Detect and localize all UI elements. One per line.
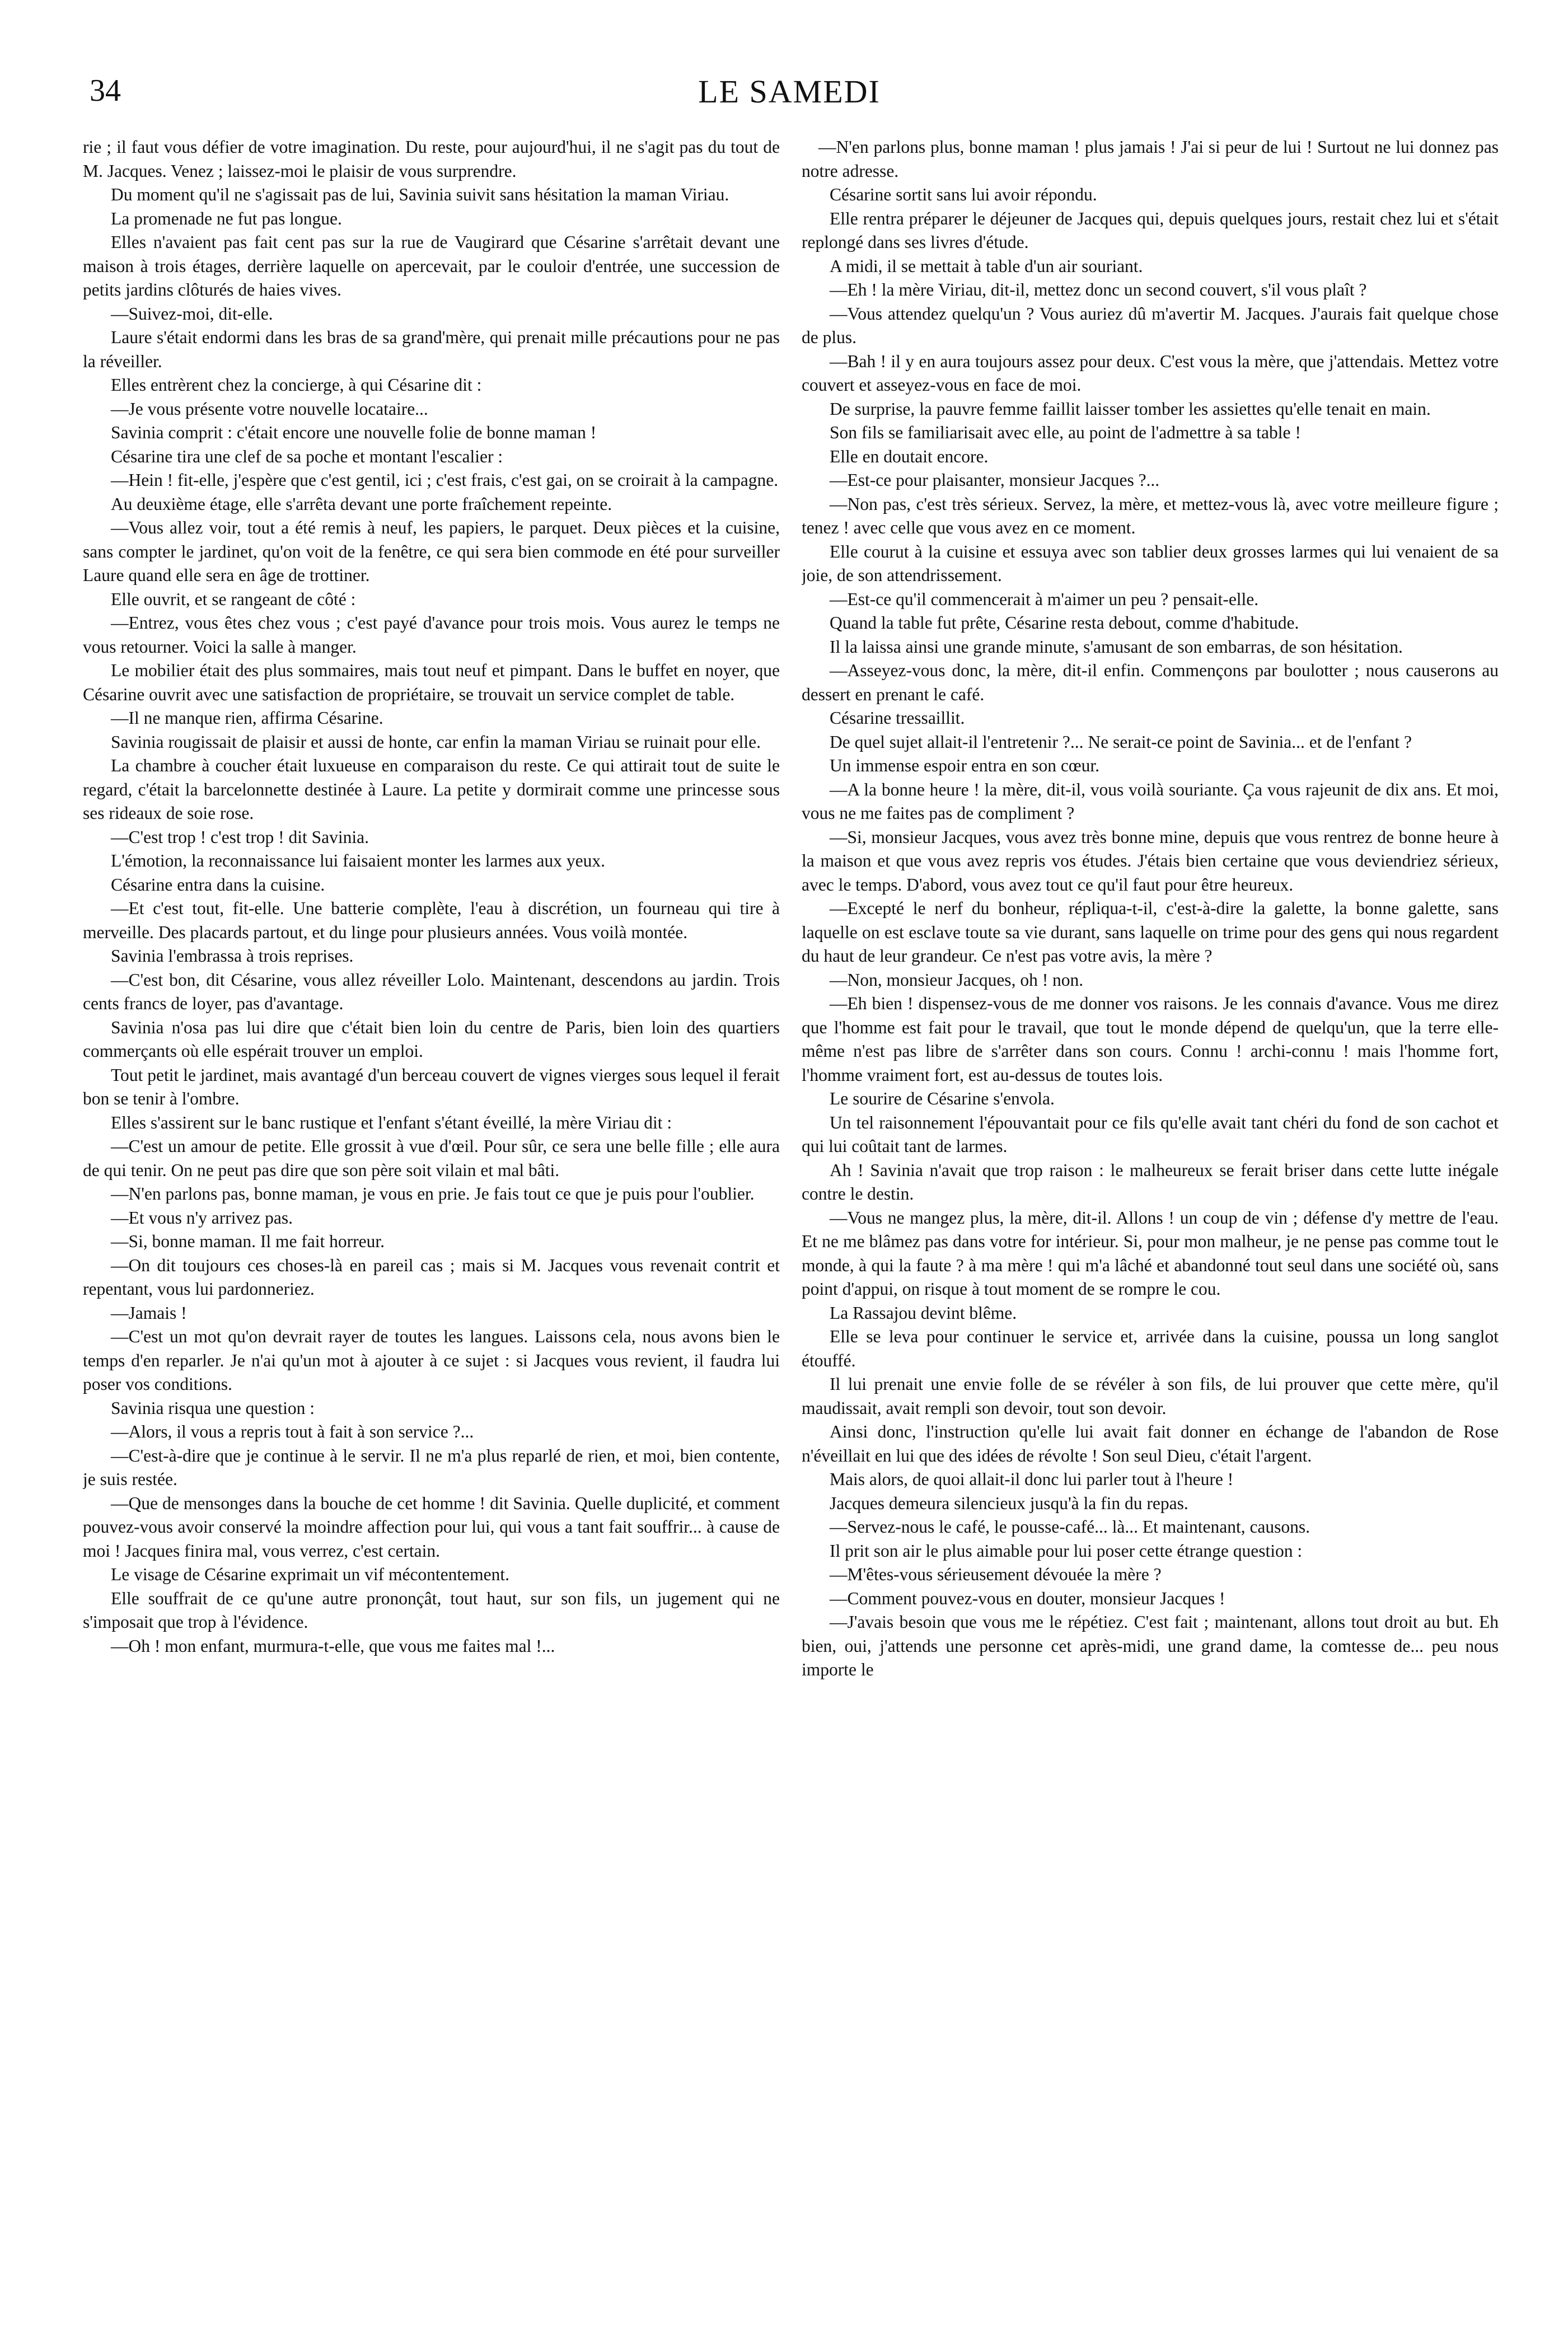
paragraph: —Entrez, vous êtes chez vous ; c'est payé d'avance pour trois mois. Vous aurez le temps ne vous retourner. Voici la salle à manger. xyxy=(83,613,780,657)
paragraph: Savinia comprit : c'était encore une nouvelle folie de bonne maman ! xyxy=(111,423,597,442)
paragraph: Il prit son air le plus aimable pour lui poser cette étrange question : xyxy=(830,1540,1303,1561)
paragraph: Elle ouvrit, et se rangeant de côté : xyxy=(111,589,356,609)
paragraph: —Et vous n'y arrivez pas. xyxy=(111,1207,293,1228)
paragraph: Elles entrèrent chez la concierge, à qui Césarine dit : xyxy=(111,375,482,395)
paragraph: La Rassajou devint blême. xyxy=(830,1303,1017,1323)
paragraph: Il lui prenait une envie folle de se révéler à son fils, de lui prouver que cette mère, qu'il maudissait, avait rempli son devoir, tout son devoir. xyxy=(802,1374,1499,1418)
paragraph: Elles n'avaient pas fait cent pas sur la rue de Vaugirard que Césarine s'arrêtait devant une maison à trois étages, derrière laquelle on apercevait, par le couloir d'entrée, une succession de petits jardins clôturés de haies vives. xyxy=(83,232,780,299)
paragraph: —N'en parlons pas, bonne maman, je vous en prie. Je fais tout ce que je puis pour l'oublier. xyxy=(111,1184,755,1204)
paragraph: Le visage de Césarine exprimait un vif mécontentement. xyxy=(111,1565,509,1584)
paragraph: —N'en parlons plus, bonne maman ! plus jamais ! J'ai si peur de lui ! Surtout ne lui donnez pas notre adresse. xyxy=(802,137,1499,181)
paragraph: Il la laissa ainsi une grande minute, s'amusant de son embarras, de son hésitation. xyxy=(830,636,1403,657)
paragraph: —Asseyez-vous donc, la mère, dit-il enfin. Commençons par boulotter ; nous causerons au dessert en prenant le café. xyxy=(802,661,1499,704)
paragraph: Elle courut à la cuisine et essuya avec son tablier deux grosses larmes qui lui venaient de sa joie, de son attendrissement. xyxy=(802,541,1499,585)
paragraph: —Bah ! il y en aura toujours assez pour deux. C'est vous la mère, que j'attendais. Mettez votre couvert et asseyez-vous en face de moi. xyxy=(802,351,1499,395)
paragraph: —A la bonne heure ! la mère, dit-il, vous voilà souriante. Ça vous rajeunit de dix ans. Et moi, vous ne me faites pas de compliment ? xyxy=(802,779,1499,823)
paragraph: —Est-ce pour plaisanter, monsieur Jacques ?... xyxy=(830,470,1160,490)
paragraph: Césarine entra dans la cuisine. xyxy=(111,874,325,895)
paragraph: —C'est un amour de petite. Elle grossit à vue d'œil. Pour sûr, ce sera une belle fille ; elle aura de qui tenir. On ne peut pas dire que son père soit vilain et mal bâti. xyxy=(83,1136,780,1180)
paragraph: —Je vous présente votre nouvelle locataire... xyxy=(111,399,428,419)
paragraph: Tout petit le jardinet, mais avantagé d'un berceau couvert de vignes vierges sous lequel il ferait bon se tenir à l'ombre. xyxy=(83,1065,780,1108)
paragraph: —Si, monsieur Jacques, vous avez très bonne mine, depuis que vous rentrez de bonne heure à la maison et que vous avez repris vos études. J'étais bien certaine que vous deviendriez sérieux, avec le temps. D'abord, vous avez tout ce qu'il faut pour être heureux. xyxy=(802,827,1499,895)
paragraph: —C'est-à-dire que je continue à le servir. Il ne m'a plus reparlé de rien, et moi, bien contente, je suis restée. xyxy=(83,1445,780,1489)
paragraph: —Et c'est tout, fit-elle. Une batterie complète, l'eau à discrétion, un fourneau qui tire à merveille. Des placards partout, et du linge pour plusieurs années. Vous voilà montée. xyxy=(83,898,780,942)
paragraph: Ah ! Savinia n'avait que trop raison : le malheureux se ferait briser dans cette lutte inégale contre le destin. xyxy=(802,1160,1499,1204)
paragraph: Du moment qu'il ne s'agissait pas de lui, Savinia suivit sans hésitation la maman Viriau. xyxy=(111,185,729,204)
paragraph: Césarine tira une clef de sa poche et montant l'escalier : xyxy=(111,446,503,466)
paragraph: De surprise, la pauvre femme faillit laisser tomber les assiettes qu'elle tenait en main. xyxy=(830,399,1431,419)
paragraph: Quand la table fut prête, Césarine resta debout, comme d'habitude. xyxy=(830,613,1299,633)
paragraph: —C'est un mot qu'on devrait rayer de toutes les langues. Laissons cela, nous avons bien le temps d'en reparler. Je n'ai qu'un mot à ajouter à ce sujet : si Jacques vous revient, il faudra lui poser vos conditions. xyxy=(83,1327,780,1394)
paragraph: La promenade ne fut pas longue. xyxy=(111,208,342,228)
paragraph: Mais alors, de quoi allait-il donc lui parler tout à l'heure ! xyxy=(830,1469,1234,1489)
paragraph: —Non, monsieur Jacques, oh ! non. xyxy=(830,970,1084,990)
paragraph: —Excepté le nerf du bonheur, répliqua-t-il, c'est-à-dire la galette, la bonne galette, sans laquelle on est esclave toute sa vie durant, sans laquelle on trime pour des gens qui nous regardent du haut de leur grandeur. Ce n'est pas votre avis, la mère ? xyxy=(802,898,1499,966)
paragraph: Elle se leva pour continuer le service et, arrivée dans la cuisine, poussa un long sanglot étouffé. xyxy=(802,1327,1499,1370)
paragraph: —Suivez-moi, dit-elle. xyxy=(111,303,273,324)
paragraph: —Est-ce qu'il commencerait à m'aimer un peu ? pensait-elle. xyxy=(830,589,1259,609)
paragraph: —Eh bien ! dispensez-vous de me donner vos raisons. Je les connais d'avance. Vous me direz que l'homme est fait pour le travail, que tout le monde dépend de quelqu'un, que la terre elle-même n'est pas libre de s'arrêter dans son cours. Connu ! archi-connu ! mais l'homme fort, l'homme vraiment fort, est au-dessus de toutes lois. xyxy=(802,994,1499,1085)
paragraph: Le mobilier était des plus sommaires, mais tout neuf et pimpant. Dans le buffet en noyer, que Césarine ouvrit avec une satisfaction de propriétaire, se trouvait un service complet de table. xyxy=(83,661,780,704)
paragraph: Jacques demeura silencieux jusqu'à la fin du repas. xyxy=(830,1493,1188,1513)
paragraph: Le sourire de Césarine s'envola. xyxy=(830,1089,1055,1108)
paragraph: A midi, il se mettait à table d'un air souriant. xyxy=(830,256,1143,276)
paragraph: —Si, bonne maman. Il me fait horreur. xyxy=(111,1231,385,1251)
paragraph: —Oh ! mon enfant, murmura-t-elle, que vous me faites mal !... xyxy=(111,1636,555,1656)
paragraph: Savinia n'osa pas lui dire que c'était bien loin du centre de Paris, bien loin des quartiers commerçants où elle espérait trouver un emploi. xyxy=(83,1017,780,1061)
paragraph: —Hein ! fit-elle, j'espère que c'est gentil, ici ; c'est frais, c'est gai, on se croirait à la campagne. xyxy=(111,470,779,490)
page-number: 34 xyxy=(90,73,121,108)
paragraph: Laure s'était endormi dans les bras de sa grand'mère, qui prenait mille précautions pour ne pas la réveiller. xyxy=(83,327,780,371)
paragraph: —Jamais ! xyxy=(111,1303,187,1323)
paragraph: Elle en doutait encore. xyxy=(830,446,989,466)
paragraph: —Que de mensonges dans la bouche de cet homme ! dit Savinia. Quelle duplicité, et comment pouvez-vous avoir conservé la moindre affection pour lui, qui vous a tant fait souffrir... à cause de moi ! Jacques finira mal, vous verrez, c'est certain. xyxy=(83,1493,780,1561)
paragraph: —J'avais besoin que vous me le répétiez. C'est fait ; maintenant, allons tout droit au but. Eh bien, oui, j'attends une personne cet après-midi, une grand dame, la comtesse de... peu nous importe le xyxy=(802,1612,1499,1679)
paragraph: Elle souffrait de ce qu'une autre prononçât, tout haut, sur son fils, un jugement qui ne s'imposait que trop à l'évidence. xyxy=(83,1588,780,1632)
paragraph: —Servez-nous le café, le pousse-café... là... Et maintenant, causons. xyxy=(830,1517,1310,1537)
paragraph: —Vous ne mangez plus, la mère, dit-il. Allons ! un coup de vin ; défense d'y mettre de l'eau. Et ne me blâmez pas dans votre for intérieur. Si, pour mon malheur, je ne pense pas comme tout le monde, à qui la faute ? à ma mère ! qui m'a lâché et abandonné tout seul dans une société où, sans point d'appui, on risque à tout moment de se rompre le cou. xyxy=(802,1207,1499,1299)
paragraph: —C'est trop ! c'est trop ! dit Savinia. xyxy=(111,827,369,847)
paragraph: —Alors, il vous a repris tout à fait à son service ?... xyxy=(111,1422,474,1441)
text-column-right xyxy=(802,135,1499,2307)
paragraph: —Vous allez voir, tout a été remis à neuf, les papiers, le parquet. Deux pièces et la cuisine, sans compter le jardinet, qu'on voit de la fenêtre, ce qui sera bien commode en été pour surveiller Laure quand elle sera en âge de trottiner. xyxy=(83,518,780,585)
paragraph: Son fils se familiarisait avec elle, au point de l'admettre à sa table ! xyxy=(830,423,1301,442)
paragraph: —Comment pouvez-vous en douter, monsieur Jacques ! xyxy=(830,1588,1225,1608)
paragraph: Elles s'assirent sur le banc rustique et l'enfant s'étant éveillé, la mère Viriau dit : xyxy=(111,1112,672,1132)
paragraph: Ainsi donc, l'instruction qu'elle lui avait fait donner en échange de l'abandon de Rose n'éveillait en lui que des idées de révolte ! Son seul Dieu, c'était l'argent. xyxy=(802,1422,1499,1465)
running-title: LE SAMEDI xyxy=(698,73,881,110)
paragraph: rie ; il faut vous défier de votre imagination. Du reste, pour aujourd'hui, il ne s'agit pas du tout de M. Jacques. Venez ; laissez-moi le plaisir de vous surprendre. xyxy=(83,137,780,181)
paragraph: De quel sujet allait-il l'entretenir ?... Ne serait-ce point de Savinia... et de l'enfant ? xyxy=(830,732,1412,752)
paragraph: —Non pas, c'est très sérieux. Servez, la mère, et mettez-vous là, avec votre meilleure figure ; tenez ! avec celle que vous avez en ce moment. xyxy=(802,494,1499,537)
paragraph: Au deuxième étage, elle s'arrêta devant une porte fraîchement repeinte. xyxy=(111,494,612,514)
paragraph: Césarine tressaillit. xyxy=(830,708,965,728)
paragraph: L'émotion, la reconnaissance lui faisaient monter les larmes aux yeux. xyxy=(111,851,605,870)
paragraph: Un tel raisonnement l'épouvantait pour ce fils qu'elle avait tant chéri du fond de son cachot et qui lui coûtait tant de larmes. xyxy=(802,1112,1499,1156)
text-column-left xyxy=(83,135,780,2307)
paragraph: Elle rentra préparer le déjeuner de Jacques qui, depuis quelques jours, restait chez lui et s'était replongé dans ses livres d'étude. xyxy=(802,208,1499,252)
paragraph: Savinia rougissait de plaisir et aussi de honte, car enfin la maman Viriau se ruinait pour elle. xyxy=(111,732,761,752)
paragraph: —On dit toujours ces choses-là en pareil cas ; mais si M. Jacques vous revenait contrit et repentant, vous lui pardonneriez. xyxy=(83,1255,780,1299)
paragraph: —Eh ! la mère Viriau, dit-il, mettez donc un second couvert, s'il vous plaît ? xyxy=(830,280,1367,299)
paragraph: —Il ne manque rien, affirma Césarine. xyxy=(111,708,383,728)
paragraph: Césarine sortit sans lui avoir répondu. xyxy=(830,185,1097,204)
page-header xyxy=(73,73,1506,123)
paragraph: Savinia l'embrassa à trois reprises. xyxy=(111,946,354,966)
paragraph: Un immense espoir entra en son cœur. xyxy=(830,756,1100,775)
paragraph: Savinia risqua une question : xyxy=(111,1398,315,1418)
paragraph: La chambre à coucher était luxueuse en comparaison du reste. Ce qui attirait tout de suite le regard, c'était la barcelonnette destinée à Laure. La petite y dormirait comme une princesse sous ses rideaux de soie rose. xyxy=(83,756,780,823)
paragraph: —C'est bon, dit Césarine, vous allez réveiller Lolo. Maintenant, descendons au jardin. Trois cents francs de loyer, pas d'avantage. xyxy=(83,970,780,1013)
paragraph: —M'êtes-vous sérieusement dévouée la mère ? xyxy=(830,1565,1162,1584)
paragraph: —Vous attendez quelqu'un ? Vous auriez dû m'avertir M. Jacques. J'aurais fait quelque chose de plus. xyxy=(802,303,1499,347)
